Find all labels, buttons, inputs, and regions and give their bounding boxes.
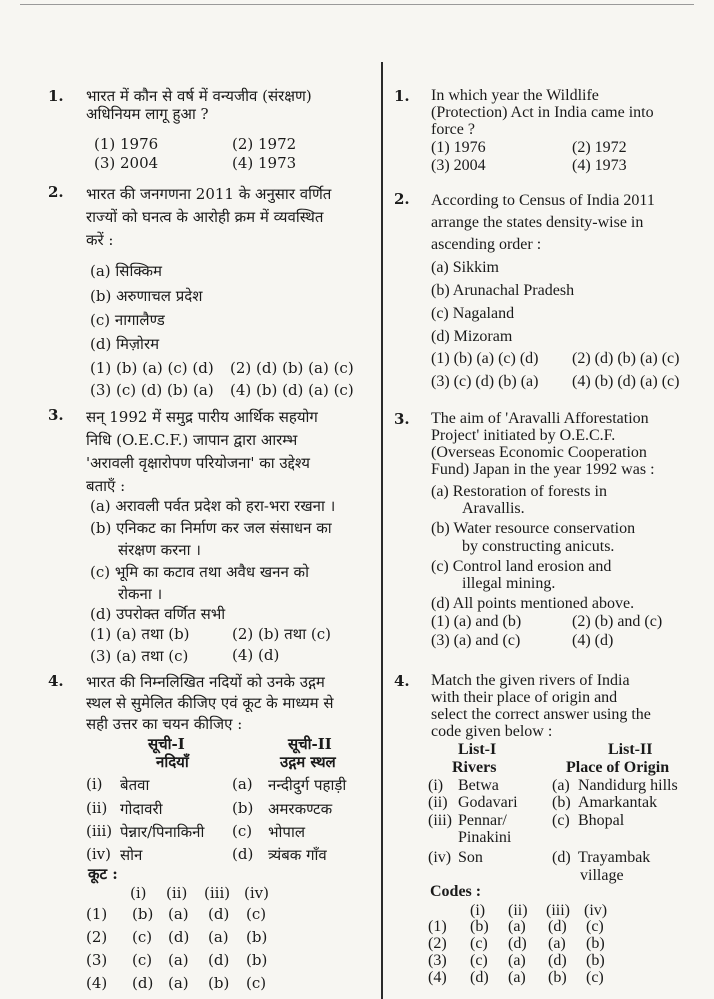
place-name: भोपाल	[268, 823, 306, 841]
option-1: (1) (b) (a) (c) (d)	[90, 359, 214, 377]
option-2: (2) 1972	[572, 139, 627, 156]
question-line: According to Census of India 2011	[431, 192, 655, 209]
choice-a-cont: Aravallis.	[462, 500, 525, 517]
list-1-title: List-I	[458, 741, 497, 758]
list-item: (b) Arunachal Pradesh	[431, 282, 575, 299]
code-val: (d)	[208, 951, 230, 969]
place-name: नन्दीदुर्ग पहाड़ी	[268, 776, 347, 794]
code-val: (d)	[470, 969, 489, 986]
question-line: बताएँ :	[86, 477, 126, 495]
list-1-title: सूची-I	[148, 735, 185, 753]
choice-c-cont: illegal mining.	[462, 575, 556, 592]
option-2: (2) 1972	[232, 135, 297, 153]
question-line: राज्यों को घनत्व के आरोही क्रम में व्यवस्थित	[86, 208, 324, 226]
code-val: (a)	[208, 928, 229, 946]
code-val: (d)	[548, 918, 567, 935]
choice-a: (a) अरावली पर्वत प्रदेश को हरा-भरा रखना ।	[90, 497, 336, 515]
row-key: (iii)	[428, 812, 452, 829]
choice-b: (b) एनिकट का निर्माण कर जल संसाधन का	[90, 519, 332, 537]
question-line: 'अरावली वृक्षारोपण परियोजना' का उद्देश्य	[86, 454, 310, 472]
code-col: (i)	[130, 884, 147, 902]
question-line: सन् 1992 में समुद्र पारीय आर्थिक सहयोग	[86, 408, 318, 426]
code-val: (a)	[508, 969, 526, 986]
row-key: (iv)	[428, 849, 452, 866]
code-val: (d)	[508, 935, 527, 952]
list-item: (a) Sikkim	[431, 259, 499, 276]
choice-b-cont: संरक्षण करना ।	[118, 541, 201, 559]
question-line: भारत की जनगणना 2011 के अनुसार वर्णित	[86, 185, 332, 203]
code-num: (4)	[428, 969, 447, 986]
code-col: (iv)	[584, 902, 608, 919]
option-4: (4) 1973	[572, 157, 627, 174]
river-name-cont: Pinakini	[458, 829, 512, 846]
question-text	[431, 672, 708, 740]
place-key: (a)	[232, 775, 253, 793]
code-val: (c)	[132, 928, 153, 946]
code-num: (3)	[428, 952, 447, 969]
code-val: (d)	[208, 905, 230, 923]
place-key: (b)	[552, 794, 571, 811]
code-val: (b)	[470, 918, 489, 935]
option-3: (3) (c) (d) (b) (a)	[431, 373, 539, 390]
question-line: In which year the Wildlife	[431, 87, 599, 104]
list-2-title: सूची-II	[288, 735, 332, 753]
list-2-subtitle: उद्गम स्थल	[280, 753, 336, 771]
question-line: (Overseas Economic Cooperation	[431, 444, 647, 461]
option-3: (3) (a) तथा (c)	[90, 647, 189, 665]
option-2: (2) (b) and (c)	[572, 613, 663, 630]
code-val: (b)	[586, 952, 605, 969]
question-line: निधि (O.E.C.F.) जापान द्वारा आरम्भ	[86, 431, 298, 449]
question-number: 3.	[48, 406, 64, 424]
option-4: (4) 1973	[232, 154, 297, 172]
option-2: (2) (d) (b) (a) (c)	[230, 359, 354, 377]
row-key: (iv)	[86, 845, 111, 863]
column-divider	[381, 62, 383, 999]
river-name: बेतवा	[120, 776, 150, 794]
code-val: (c)	[470, 952, 488, 969]
place-name-cont: village	[580, 867, 624, 884]
question-number: 1.	[48, 87, 64, 105]
question-line: सही उत्तर का चयन कीजिए :	[86, 715, 243, 733]
question-line: ascending order :	[431, 236, 542, 253]
question-line: select the correct answer using the	[431, 706, 651, 723]
code-val: (b)	[586, 935, 605, 952]
code-val: (b)	[246, 928, 268, 946]
code-val: (b)	[132, 905, 154, 923]
place-key: (d)	[232, 845, 254, 863]
question-line: करें :	[86, 231, 114, 249]
place-name: Bhopal	[578, 812, 625, 829]
list-2-title: List-II	[608, 741, 653, 758]
option-3: (3) 2004	[431, 157, 486, 174]
question-number: 1.	[394, 87, 410, 105]
choice-c: (c) भूमि का कटाव तथा अवैध खनन को	[90, 563, 309, 581]
option-4: (4) (d)	[572, 632, 614, 649]
river-name: गोदावरी	[120, 800, 163, 818]
question-number: 2.	[48, 183, 64, 201]
codes-label: कूट :	[88, 865, 118, 883]
question-text	[86, 87, 366, 123]
place-key: (a)	[552, 777, 570, 794]
question-line: अधिनियम लागू हुआ ?	[86, 105, 209, 123]
code-val: (d)	[132, 974, 154, 992]
list-item: (d) मिज़ोरम	[90, 335, 160, 353]
question-text	[86, 406, 366, 498]
code-val: (a)	[548, 935, 566, 952]
question-line: स्थल से सुमेलित कीजिए एवं कूट के माध्यम से	[86, 694, 334, 712]
list-2-subtitle: Place of Origin	[566, 759, 670, 776]
code-col: (i)	[470, 902, 486, 919]
code-col: (iii)	[204, 884, 231, 902]
question-text	[86, 672, 366, 735]
code-num: (2)	[428, 935, 447, 952]
code-num: (4)	[86, 974, 108, 992]
code-val: (a)	[168, 974, 189, 992]
code-val: (a)	[508, 952, 526, 969]
place-name: अमरकण्टक	[268, 800, 333, 818]
option-1: (1) 1976	[431, 139, 486, 156]
river-name: Pennar/	[458, 812, 507, 829]
river-name: पेन्नार/पिनाकिनी	[120, 823, 205, 841]
question-line: भारत में कौन से वर्ष में वन्यजीव (संरक्षण)	[86, 87, 312, 105]
choice-b: (b) Water resource conservation	[431, 520, 636, 537]
code-val: (c)	[246, 905, 267, 923]
code-num: (3)	[86, 951, 108, 969]
row-key: (ii)	[86, 799, 108, 817]
question-line: Match the given rivers of India	[431, 672, 630, 689]
river-name: Betwa	[458, 777, 499, 794]
choice-d: (d) उपरोक्त वर्णित सभी	[90, 605, 226, 623]
code-val: (c)	[586, 969, 604, 986]
choice-c-cont: रोकना ।	[118, 585, 163, 603]
choice-b-cont: by constructing anicuts.	[462, 538, 615, 555]
choice-a: (a) Restoration of forests in	[431, 483, 607, 500]
question-text	[86, 183, 366, 252]
place-key: (d)	[552, 849, 571, 866]
question-line: Project' initiated by O.E.C.F.	[431, 427, 616, 444]
english-column	[386, 0, 714, 999]
code-col: (iv)	[244, 884, 269, 902]
option-2: (2) (d) (b) (a) (c)	[572, 350, 680, 367]
list-item: (a) सिक्किम	[90, 262, 162, 280]
list-item: (c) नागालैण्ड	[90, 311, 165, 329]
code-val: (b)	[246, 951, 268, 969]
choice-d: (d) All points mentioned above.	[431, 595, 635, 612]
code-num: (1)	[86, 905, 108, 923]
question-line: arrange the states density-wise in	[431, 214, 644, 231]
code-col: (ii)	[166, 884, 188, 902]
option-1: (1) (a) तथा (b)	[90, 625, 190, 643]
option-1: (1) 1976	[94, 135, 159, 153]
question-number: 4.	[48, 672, 64, 690]
question-number: 2.	[394, 190, 410, 208]
row-key: (ii)	[428, 794, 448, 811]
place-name: त्र्यंबक गाँव	[268, 846, 327, 864]
option-3: (3) (c) (d) (b) (a)	[90, 381, 214, 399]
code-val: (d)	[168, 928, 190, 946]
row-key: (i)	[86, 775, 103, 793]
question-line: code given below :	[431, 723, 553, 740]
river-name: Son	[458, 849, 483, 866]
code-num: (1)	[428, 918, 447, 935]
code-val: (c)	[246, 974, 267, 992]
question-text	[431, 87, 708, 138]
option-4: (4) (d)	[232, 646, 280, 664]
code-col: (iii)	[546, 902, 570, 919]
code-col: (ii)	[508, 902, 528, 919]
code-val: (c)	[470, 935, 488, 952]
place-key: (b)	[232, 799, 254, 817]
place-name: Nandidurg hills	[578, 777, 678, 794]
question-line: (Protection) Act in India came into	[431, 104, 654, 121]
codes-label: Codes :	[430, 883, 482, 900]
code-val: (c)	[132, 951, 153, 969]
option-4: (4) (b) (d) (a) (c)	[230, 381, 354, 399]
question-line: भारत की निम्नलिखित नदियों को उनके उद्गम	[86, 673, 325, 691]
code-val: (a)	[168, 951, 189, 969]
list-item: (d) Mizoram	[431, 328, 513, 345]
option-3: (3) 2004	[94, 154, 159, 172]
code-val: (a)	[508, 918, 526, 935]
list-1-subtitle: नदियाँ	[156, 753, 189, 771]
question-line: The aim of 'Aravalli Afforestation	[431, 410, 649, 427]
code-num: (2)	[86, 928, 108, 946]
place-key: (c)	[552, 812, 570, 829]
row-key: (i)	[428, 777, 444, 794]
code-val: (b)	[548, 969, 567, 986]
option-2: (2) (b) तथा (c)	[232, 625, 331, 643]
list-item: (b) अरुणाचल प्रदेश	[90, 287, 203, 305]
choice-c: (c) Control land erosion and	[431, 558, 612, 575]
question-number: 3.	[394, 410, 410, 428]
list-item: (c) Nagaland	[431, 305, 515, 322]
question-number: 4.	[394, 672, 410, 690]
list-1-subtitle: Rivers	[452, 759, 497, 776]
option-1: (1) (b) (a) (c) (d)	[431, 350, 539, 367]
code-val: (d)	[548, 952, 567, 969]
river-name: Godavari	[458, 794, 518, 811]
row-key: (iii)	[86, 822, 113, 840]
place-key: (c)	[232, 822, 253, 840]
code-val: (c)	[586, 918, 604, 935]
option-1: (1) (a) and (b)	[431, 613, 522, 630]
option-4: (4) (b) (d) (a) (c)	[572, 373, 680, 390]
code-val: (a)	[168, 905, 189, 923]
question-text	[431, 410, 708, 478]
code-val: (b)	[208, 974, 230, 992]
question-text	[431, 190, 708, 256]
option-3: (3) (a) and (c)	[431, 632, 521, 649]
river-name: सोन	[120, 846, 143, 864]
place-name: Trayambak	[578, 849, 651, 866]
place-name: Amarkantak	[578, 794, 658, 811]
question-line: force ?	[431, 121, 475, 138]
question-line: with their place of origin and	[431, 689, 618, 706]
question-line: Fund) Japan in the year 1992 was :	[431, 461, 655, 478]
